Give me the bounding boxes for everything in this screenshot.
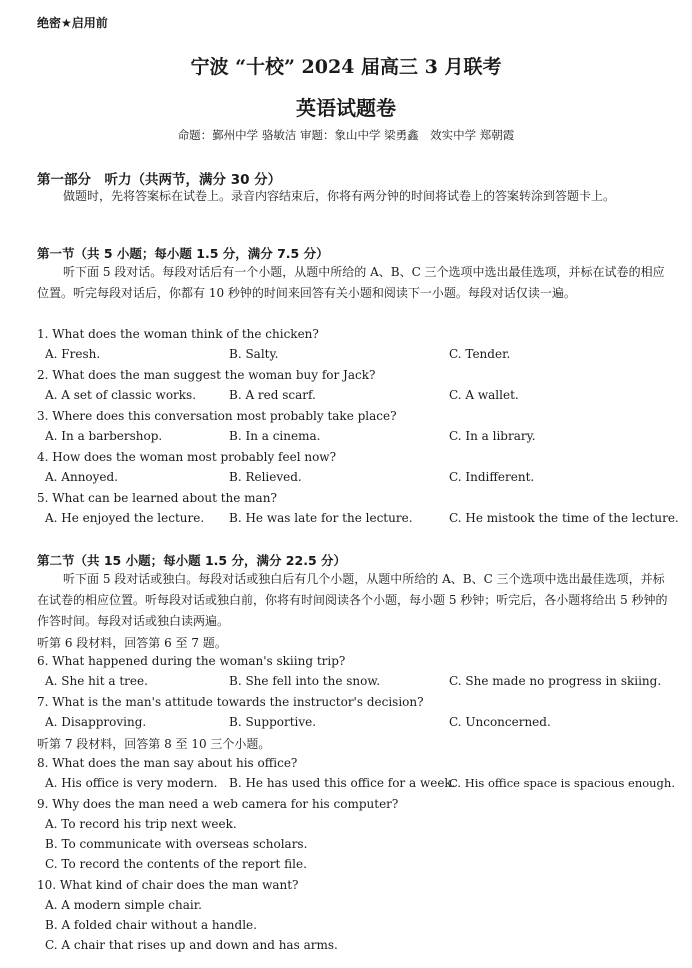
q8-option-a: A. His office is very modern. bbox=[45, 776, 218, 790]
part1-instruction-text: 做题时，先将答案标在试卷上。录音内容结束后，你将有两分钟的时间将试卷上的答案转涂到答题卡上。 bbox=[63, 189, 616, 203]
part1-instruction bbox=[37, 186, 673, 207]
q6-option-c: C. She made no progress in skiing. bbox=[449, 674, 662, 688]
q3-option-b: B. In a cinema. bbox=[229, 429, 321, 443]
q1-option-a: A. Fresh. bbox=[45, 347, 101, 361]
q2-option-c: C. A wallet. bbox=[449, 388, 519, 402]
q8-option-c: C. His office space is spacious enough. bbox=[449, 776, 675, 790]
question-3: 3. Where does this conversation most probably take place? bbox=[37, 409, 397, 423]
section1-instruction-text: 听下面 5 段对话。每段对话后有一个小题，从题中所给的 A、B、C 三个选项中选出最佳选项，并标在试卷的相应位置。听完每段对话后，你都有 10 秒钟的时间来回答有关小题和阅读下一小题。每段对话仅读一遍。 bbox=[37, 265, 665, 300]
q6-option-a: A. She hit a tree. bbox=[45, 674, 148, 688]
q3-option-a: A. In a barbershop. bbox=[45, 429, 163, 443]
q7-option-b: B. Supportive. bbox=[229, 715, 317, 729]
confidential-label: 绝密★启用前 bbox=[37, 16, 108, 30]
q5-option-c: C. He mistook the time of the lecture. bbox=[449, 511, 679, 525]
q3-option-c: C. In a library. bbox=[449, 429, 536, 443]
question-10: 10. What kind of chair does the man want? bbox=[37, 878, 299, 892]
q9-option-a: A. To record his trip next week. bbox=[45, 817, 237, 831]
section2-instruction bbox=[37, 569, 673, 632]
exam-subtitle: 英语试题卷 bbox=[296, 96, 396, 120]
question-7: 7. What is the man's attitude towards the instructor's decision? bbox=[37, 695, 424, 709]
section1-heading: 第一节（共 5 小题；每小题 1.5 分，满分 7.5 分） bbox=[37, 246, 329, 261]
q2-option-b: B. A red scarf. bbox=[229, 388, 316, 402]
question-5: 5. What can be learned about the man? bbox=[37, 491, 277, 505]
question-9: 9. Why does the man need a web camera for his computer? bbox=[37, 797, 399, 811]
q5-option-b: B. He was late for the lecture. bbox=[229, 511, 413, 525]
question-2: 2. What does the man suggest the woman buy for Jack? bbox=[37, 368, 376, 382]
question-4: 4. How does the woman most probably feel now? bbox=[37, 450, 337, 464]
q1-option-c: C. Tender. bbox=[449, 347, 511, 361]
q4-option-a: A. Annoyed. bbox=[45, 470, 119, 484]
q10-option-a: A. A modern simple chair. bbox=[45, 898, 202, 912]
q6-option-b: B. She fell into the snow. bbox=[229, 674, 381, 688]
q10-option-b: B. A folded chair without a handle. bbox=[45, 918, 257, 932]
q2-option-a: A. A set of classic works. bbox=[45, 388, 197, 402]
q8-option-b: B. He has used this office for a week. bbox=[229, 776, 456, 790]
q9-option-b: B. To communicate with overseas scholars. bbox=[45, 837, 308, 851]
q9-option-c: C. To record the contents of the report file. bbox=[45, 857, 307, 871]
section1-instruction bbox=[37, 262, 673, 304]
q5-option-a: A. He enjoyed the lecture. bbox=[45, 511, 205, 525]
section2-heading: 第二节（共 15 小题；每小题 1.5 分，满分 22.5 分） bbox=[37, 553, 346, 568]
material-6-note: 听第 6 段材料，回答第 6 至 7 题。 bbox=[37, 636, 227, 650]
section2-instruction-text: 听下面 5 段对话或独白。每段对话或独白后有几个小题，从题中所给的 A、B、C 三个选项中选出最佳选项，并标在试卷的相应位置。听每段对话或独白前，你将有时间阅读各个小题，每小题 5 秒钟；听完后，各小题将给出 5 秒钟的作答时间。每段对话或独白读两遍。 bbox=[37, 572, 668, 628]
part1-heading: 第一部分 听力（共两节，满分 30 分） bbox=[37, 172, 282, 188]
authors-line: 命题：鄞州中学 骆敏洁 审题：象山中学 梁勇鑫 效实中学 郑朝霞 bbox=[177, 128, 515, 142]
q1-option-b: B. Salty. bbox=[229, 347, 279, 361]
q7-option-a: A. Disapproving. bbox=[45, 715, 147, 729]
q10-option-c: C. A chair that rises up and down and has arms. bbox=[45, 938, 338, 952]
question-8: 8. What does the man say about his office? bbox=[37, 756, 298, 770]
question-6: 6. What happened during the woman's skiing trip? bbox=[37, 654, 346, 668]
q7-option-c: C. Unconcerned. bbox=[449, 715, 551, 729]
material-7-note: 听第 7 段材料，回答第 8 至 10 三个小题。 bbox=[37, 737, 271, 751]
q4-option-c: C. Indifferent. bbox=[449, 470, 535, 484]
exam-title: 宁波 “十校” 2024 届高三 3 月联考 bbox=[190, 56, 502, 78]
question-1: 1. What does the woman think of the chicken? bbox=[37, 327, 319, 341]
q4-option-b: B. Relieved. bbox=[229, 470, 302, 484]
